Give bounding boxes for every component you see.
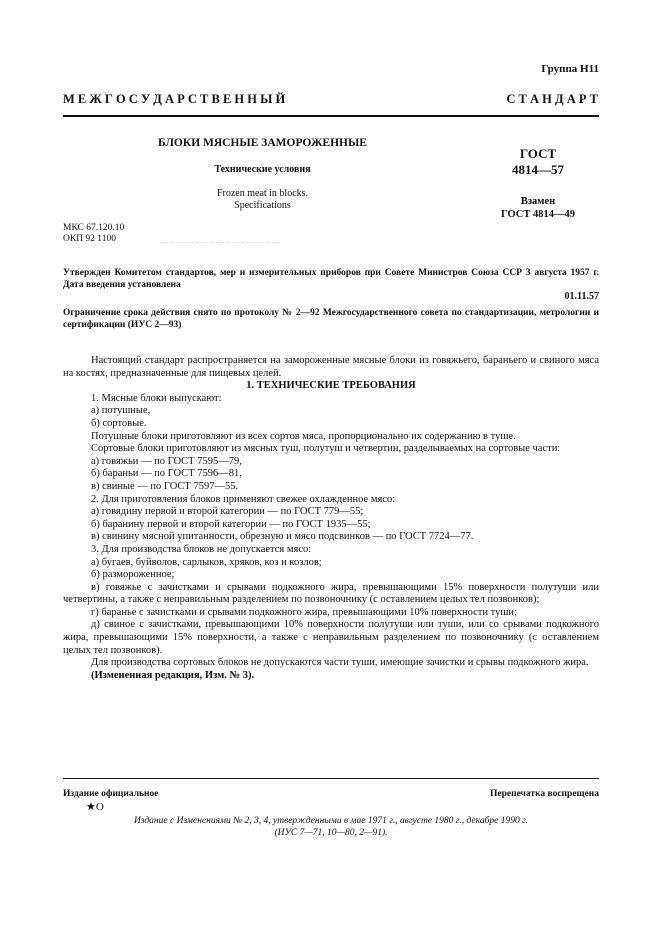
body-line: в) свиные — по ГОСТ 7597—55. <box>91 480 239 492</box>
official-edition-label: Издание официальное <box>63 789 159 799</box>
body-line: в) свинину мясной упитанности, обрезную и мясо подсвинков — по ГОСТ 7724—77. <box>91 531 474 543</box>
body-line: б) бараньи — по ГОСТ 7596—81, <box>91 468 242 480</box>
body-line: г) баранье с зачистками и срывами подкожного жира, превышающими 10% поверхности туши; <box>91 606 517 618</box>
edition-marks: ★О <box>86 801 104 813</box>
replaces-label: Взамен <box>520 196 556 207</box>
reprint-prohibited-label: Перепечатка воспрещена <box>489 789 599 799</box>
edition-note-line: Издание с Изменениями № 2, 3, 4, утвержденными в мае 1971 г., августе 1980 г., декабре 1990 г. <box>133 816 529 826</box>
okp-code: ОКП 92 1100 <box>63 234 116 244</box>
intro-paragraph: Настоящий стандарт распространяется на замороженные мясные блоки из говяжьего, бараньего и свиного мяса на костях, предназначенные для пищевых целей. <box>63 355 599 379</box>
gost-number: 4814—57 <box>512 162 564 177</box>
group-code: Группа Н11 <box>541 63 599 75</box>
english-title <box>150 188 375 212</box>
introduction-date: 01.11.57 <box>564 291 599 302</box>
body-line: б) размороженное; <box>91 569 175 581</box>
body-line: в) говяжье с зачистками и срывами подкожного жира, превышающими 15% поверхности полутуши или четвертины, а также с неправильным разделением по позвоночнику (с оставлением целых тел позвонков); <box>63 581 599 606</box>
body-line: а) говядину первой и второй категории — по ГОСТ 779—55; <box>91 506 364 518</box>
body-line: б) сортовые. <box>91 417 147 429</box>
mks-code: МКС 67.120.10 <box>63 223 125 233</box>
gost-designation <box>498 146 578 178</box>
body-line: а) говяжьи — по ГОСТ 7595—79, <box>91 455 242 467</box>
body-line: Потушные блоки приготовляют из всех сортов мяса, пропорционально их содержанию в туше. <box>91 430 516 442</box>
body-line: а) потушные, <box>91 405 151 417</box>
banner-rule <box>63 115 599 117</box>
body-line: а) бугаев, буйволов, сарлыков, хряков, коз и козлов; <box>91 556 322 568</box>
interstate-standard-banner <box>63 92 598 107</box>
banner-word-interstate: М Е Ж Г О С У Д А Р С Т В Е Н Н Ы Й <box>63 92 286 106</box>
body-line: б) баранину первой и второй категории — по ГОСТ 1935—55; <box>91 518 371 530</box>
body-line: д) свиное с зачистками, превышающими 10% поверхности полутуши или туши, или со срывами подкожного жира, превышающими 15% поверхности, а также с неправильным разделением по позвоночнику (с оставлением целых тел позвонков). <box>63 619 599 656</box>
document-subtitle: Технические условия <box>214 164 311 175</box>
body-line: Для производства сортовых блоков не допускаются части туши, имеющие зачистки и срывы подкожного жира. <box>91 657 589 669</box>
edition-note <box>63 815 599 839</box>
document-body <box>63 355 599 682</box>
body-line: Сортовые блоки приготовляют из мясных туш, полутуш и четвертин, разделываемых на сортовые части: <box>91 443 561 455</box>
body-line: 1. Мясные блоки выпускают: <box>91 392 222 404</box>
body-line: 3. Для производства блоков не допускается мясо: <box>91 543 312 555</box>
body-line: 2. Для приготовления блоков применяют свежее охлажденное мясо: <box>91 493 396 505</box>
approval-text: Утвержден Комитетом стандартов, мер и измерительных приборов при Совете Министров Союза ССР 3 августа 1957 г. Дата введения установлена <box>63 268 599 290</box>
edition-note-line: (ИУС 7—71, 10—80, 2—91). <box>274 828 388 838</box>
english-title-line: Specifications <box>234 200 291 211</box>
banner-word-standard: С Т А Н Д А Р Т <box>506 92 598 106</box>
replaces-block <box>478 195 598 221</box>
english-title-line: Frozen meat in blocks. <box>216 188 309 199</box>
amendment-note: (Измененная редакция, Изм. № 3). <box>91 669 255 681</box>
section-heading: 1. ТЕХНИЧЕСКИЕ ТРЕБОВАНИЯ <box>246 380 416 392</box>
classification-codes <box>63 223 124 245</box>
gost-label: ГОСТ <box>519 146 557 161</box>
replaces-value: ГОСТ 4814—49 <box>501 209 575 220</box>
footer-rule <box>63 778 599 779</box>
faint-divider <box>160 242 280 243</box>
document-title: БЛОКИ МЯСНЫЕ ЗАМОРОЖЕННЫЕ <box>158 137 367 149</box>
restriction-text: Ограничение срока действия снято по протоколу № 2—92 Межгосударственного совета по стандартизации, метрологии и сертификации (ИУС 2—93) <box>63 308 599 330</box>
